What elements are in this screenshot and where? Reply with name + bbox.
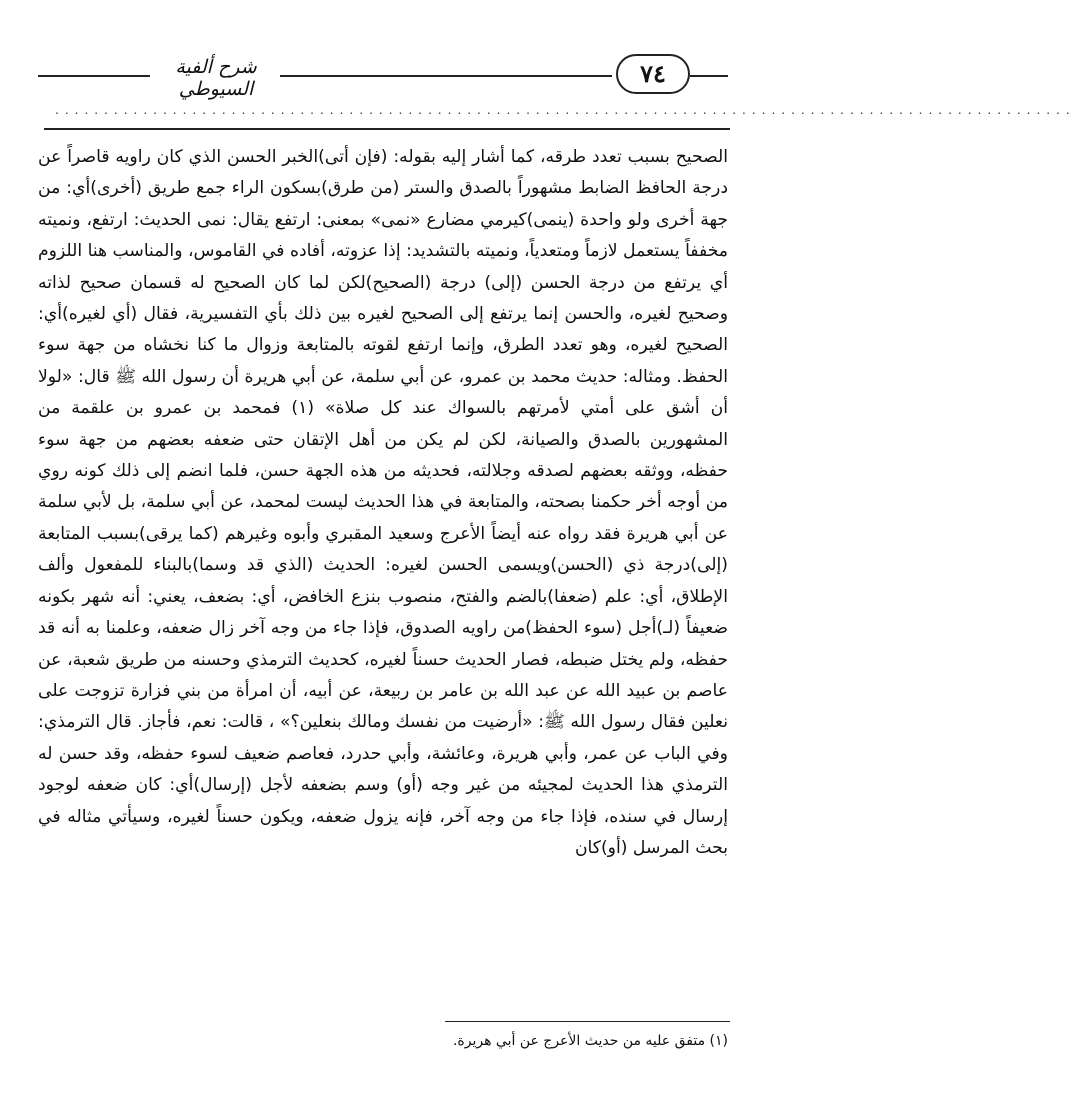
main-text — [38, 142, 728, 864]
running-title: شرح ألفية السيوطي — [175, 56, 257, 100]
body-paragraph: الصحيح بسبب تعدد طرقه، كما أشار إليه بقوله: (فإن أتى)الخبر الحسن الذي كان راويه قاصراً عن درجة الحافظ الضابط مشهوراً بالصدق والستر (من طرق)بسكون الراء جمع طريق (أخرى)أي: من جهة أخرى ولو واحدة (ينمى)كيرمي مضارع «نمى» بمعنى: ارتفع يقال: نمى الحديث: ارتفع، ونميته مخففاً يستعمل لازماً ومتعدياً، ونميته بالتشديد: إذا عزوته، أفاده في القاموس، والمناسب هنا اللزوم أي يرتفع من درجة الحسن (إلى) درجة (الصحيح)لكن لما كان الصحيح له قسمان صحيح لذاته وصحيح لغيره، والحسن إنما يرتفع إلى الصحيح لغيره بين ذلك بأي التفسيرية، فقال (أي لغيره)أي: الصحيح لغيره، وهو تعدد الطرق، وإنما ارتفع لقوته بالمتابعة وزوال ما كنا نخشاه من جهة سوء الحفظ. ومثاله: حديث محمد بن عمرو، عن أبي سلمة، عن أبي هريرة أن رسول الله ﷺ قال: «لولا أن أشق على أمتي لأمرتهم بالسواك عند كل صلاة» (١) فمحمد بن عمرو بن علقمة من المشهورين بالصدق والصيانة، لكن لم يكن من أهل الإتقان حتى ضعفه بعضهم من جهة سوء حفظه، ووثقه بعضهم لصدقه وجلالته، فحديثه من هذه الجهة حسن، فلما انضم إلى ذلك كونه روي من أوجه أخر حكمنا بصحته، والمتابعة في هذا الحديث ليست لمحمد، عن أبي سلمة، بل لأبي سلمة عن أبي هريرة فقد رواه عنه أيضاً الأعرج وسعيد المقبري وأبوه وغيرهم (كما يرقى)بسبب المتابعة (إلى)درجة ذي (الحسن)ويسمى الحسن لغيره: الحديث (الذي قد وسما)بالبناء للمفعول وألف الإطلاق، أي: علم (ضعفا)بالضم والفتح، منصوب بنزع الخافض، أي: بضعف، يعني: أنه شهر بكونه ضعيفاً (لـ)أجل (سوء الحفظ)من راويه الصدوق، فإذا جاء من وجه آخر زال ضعفه، وعلمنا به أنه قد حفظه، ولم يختل ضبطه، فصار الحديث حسناً لغيره، كحديث الترمذي وحسنه من طريق شعبة، عن عاصم بن عبيد الله عن عبد الله بن عامر بن ربيعة، عن أبيه، أن امرأة من بني فزارة تزوجت على نعلين فقال رسول الله ﷺ: «أرضيت من نفسك ومالك بنعلين؟» ، قالت: نعم، فأجاز. قال الترمذي: وفي الباب عن عمر، وأبي هريرة، وعائشة، وأبي حدرد، فعاصم ضعيف لسوء حفظه، وقد حسن له الترمذي هذا الحديث لمجيئه من غير وجه (أو) وسم بضعفه لأجل (إرسال)أي: كان ضعفه لوجود إرسال في سنده، فإذا جاء من وجه آخر، فإنه يزول ضعفه، ويكون حسناً لغيره، وسيأتي مثاله في بحث المرسل (أو)كان — [38, 147, 728, 858]
footnote-separator — [445, 1021, 730, 1022]
header-rule — [690, 75, 728, 77]
header-rule — [38, 75, 150, 77]
dotted-separator: ........................................................................................................ — [55, 103, 1076, 117]
page-number: ٧٤ — [616, 54, 690, 94]
page-header — [38, 48, 728, 104]
footnote: (١) متفق عليه من حديث الأعرج عن أبي هريرة. — [452, 1033, 728, 1049]
header-rule — [280, 75, 612, 77]
header-bottom-rule — [44, 128, 730, 130]
